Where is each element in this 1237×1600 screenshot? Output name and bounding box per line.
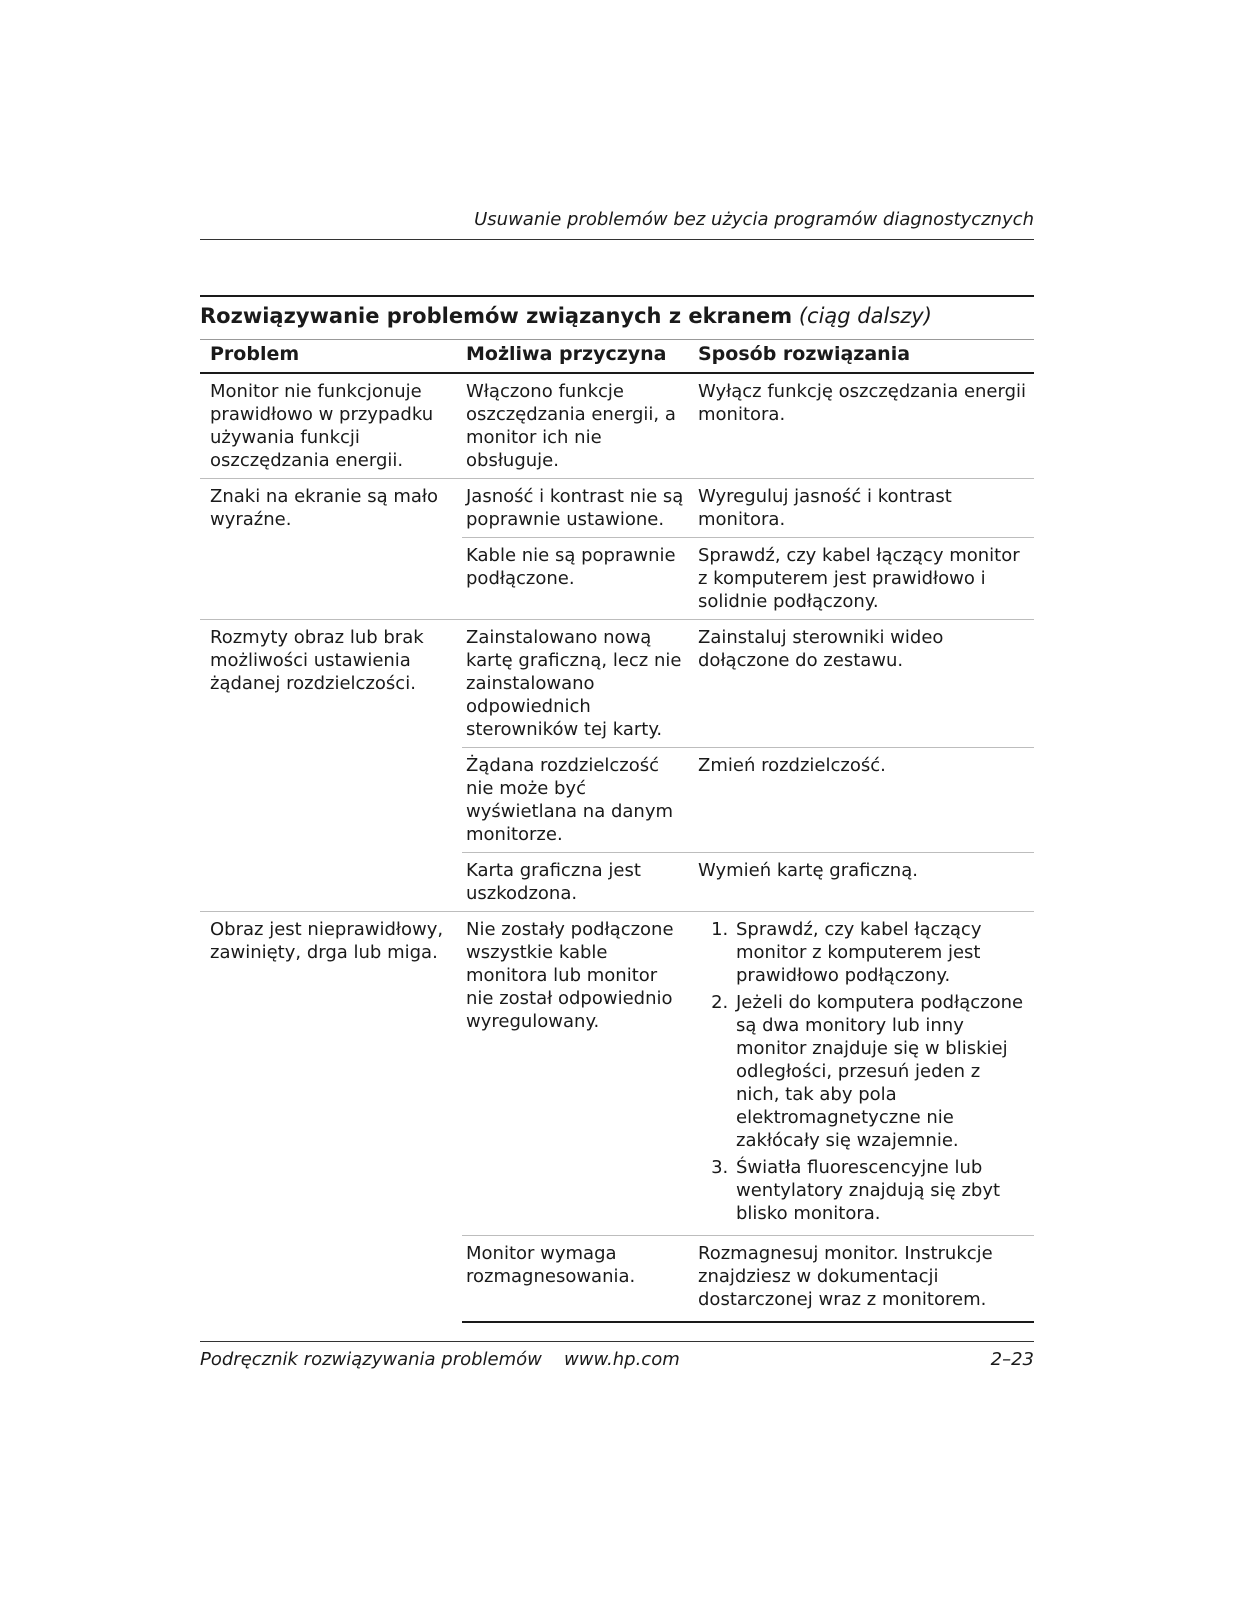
troubleshooting-table [200,295,1034,1323]
table-row [200,620,1034,748]
header-problem: Problem [200,340,462,374]
cause-cell: Włączono funkcje oszczędzania energii, a monitor ich nie obsługuje. [466,381,676,471]
footer-manual-title: Podręcznik rozwiązywania problemów [200,1349,542,1370]
cause-cell: Zainstalowano nową kartę graficzną, lecz nie zainstalowano odpowiednich sterowników tej karty. [462,620,694,748]
cause-cell: Monitor wymaga rozmagnesowania. [462,1236,694,1323]
running-header: Usuwanie problemów bez użycia programów diagnostycznych [474,209,1034,230]
problem-cell: Rozmyty obraz lub brak możliwości ustawienia żądanej rozdzielczości. [200,620,462,912]
solution-cell: Zainstaluj sterowniki wideo dołączone do zestawu. [694,620,1034,748]
solution-steps-list [698,918,1028,1225]
cause-cell: Jasność i kontrast nie są poprawnie ustawione. [462,479,694,538]
solution-step: 1. Sprawdź, czy kabel łączący monitor z komputerem jest prawidłowo podłączony. [734,918,1028,987]
solution-cell: Wymień kartę graficzną. [694,853,1034,912]
cause-cell: Kable nie są poprawnie podłączone. [462,538,694,620]
cause-cell: Karta graficzna jest uszkodzona. [462,853,694,912]
table-title-suffix: (ciąg dalszy) [798,304,932,328]
table-row [200,912,1034,1236]
solution-cell: Wyreguluj jasność i kontrast monitora. [694,479,1034,538]
footer-page-number: 2–23 [990,1349,1034,1370]
solution-step: 2. Jeżeli do komputera podłączone są dwa monitory lub inny monitor znajduje się w bliskiej odległości, przesuń jeden z nich, tak aby pola elektromagnetyczne nie zakłócały się wzajemnie. [734,991,1028,1152]
solution-cell: Sprawdź, czy kabel łączący monitor z komputerem jest prawidłowo i solidnie podłączony. [694,538,1034,620]
cause-cell: Nie zostały podłączone wszystkie kable monitora lub monitor nie został odpowiednio wyregulowany. [462,912,694,1236]
cause-cell: Żądana rozdzielczość nie może być wyświetlana na danym monitorze. [462,748,694,853]
solution-cell: Zmień rozdzielczość. [694,748,1034,853]
header-solution: Sposób rozwiązania [694,340,1034,374]
table-title-main: Rozwiązywanie problemów związanych z ekranem [200,304,793,328]
problem-cell: Znaki na ekranie są mało wyraźne. [200,479,462,620]
problem-cell: Monitor nie funkcjonuje prawidłowo w przypadku używania funkcji oszczędzania energii. [210,381,434,471]
solution-cell: Rozmagnesuj monitor. Instrukcje znajdziesz w dokumentacji dostarczonej wraz z monitorem. [694,1236,1034,1323]
solution-cell: Wyłącz funkcję oszczędzania energii monitora. [698,381,1027,425]
table-header-row [200,340,1034,374]
table-row [200,373,1034,479]
header-rule [200,239,1034,240]
problem-cell: Obraz jest nieprawidłowy, zawinięty, drga lub miga. [200,912,462,1323]
problem-table [200,339,1034,1323]
solution-step: 3. Światła fluorescencyjne lub wentylatory znajdują się zbyt blisko monitora. [734,1156,1028,1225]
solution-cell [694,912,1034,1236]
header-cause: Możliwa przyczyna [462,340,694,374]
table-row [200,479,1034,538]
footer-url: www.hp.com [564,1349,680,1370]
table-title [200,295,1034,339]
footer-rule [200,1341,1034,1342]
